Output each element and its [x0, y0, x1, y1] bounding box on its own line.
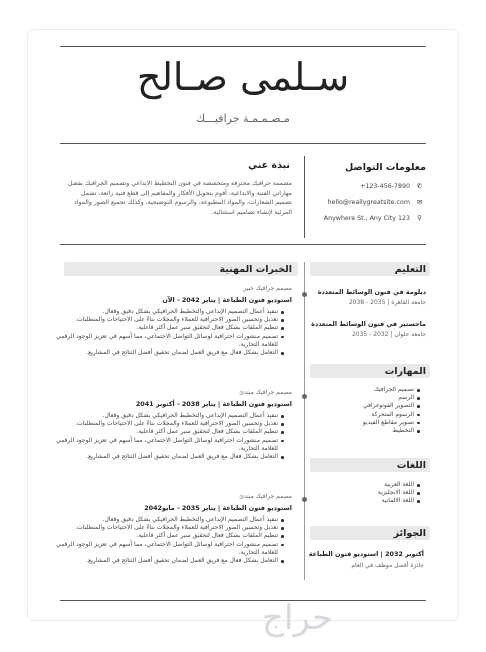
- location-pin-icon: ⚲: [417, 214, 422, 222]
- language-item: اللغة الانجليزية: [310, 489, 420, 497]
- job-bullet: التعامل بشكل فعال مع فريق العمل لضمان تحقيق أفضل النتائج في المشاريع.: [56, 453, 284, 461]
- contact-email-text: hello@reallygreatsite.com: [327, 199, 410, 206]
- resume-role: مـصـمـمـة جرافيـــك: [196, 112, 290, 125]
- header-divider: [60, 143, 426, 144]
- education-degree-2: ماجستير في فنون الوسائط المتعددة: [311, 320, 426, 328]
- education-detail-1: جامعة القاهرة | 2035 - 2038: [348, 299, 426, 306]
- contact-phone-text: 123-456-7890+: [360, 183, 410, 190]
- mid-divider: [60, 244, 426, 245]
- timeline-dot: [302, 292, 307, 297]
- job-bullet: تصميم منشورات احترافية لوسائل التواصل الاجتماعي، مما أسهم في تعزيز الوجود الرقمي للعلامة التجارية.: [56, 437, 284, 453]
- skill-item: تصميم الجرافيك: [310, 386, 420, 394]
- languages-title: اللغات: [396, 460, 426, 471]
- timeline-line: [304, 262, 305, 580]
- skill-item: تصوير مقاطع الفيديو: [310, 419, 420, 427]
- job-bullet: تنفيذ أعمال التصميم الإبداعي والتخطيط الجرافيكي بشكل دقيق وفعال.: [56, 516, 284, 524]
- award-detail: جائزة أفضل موظف في العام: [351, 562, 424, 569]
- experience-title: الخبرات المهنية: [219, 264, 292, 275]
- job-bullet: تعديل وتحسين الصور الاحترافية للعملاء والمجلات بناءً على الاحتياجات والمتطلبات.: [56, 420, 284, 428]
- skills-list: [310, 386, 428, 435]
- job-line-1: استوديو فنون الطباعة | يناير 2042 - الآن: [162, 296, 292, 304]
- language-item: اللغة العربية: [310, 481, 420, 489]
- job-bullet: تعديل وتحسين الصور الاحترافية للعملاء والمجلات بناءً على الاحتياجات والمتطلبات.: [56, 316, 284, 324]
- timeline-dot: [302, 497, 307, 502]
- skills-title: المهارات: [384, 366, 426, 377]
- languages-list: [310, 481, 428, 506]
- education-title: التعليم: [394, 264, 426, 275]
- awards-title: الجوائز: [393, 528, 426, 539]
- skill-item: الرسم: [310, 394, 420, 402]
- language-item: اللغة الالمانية: [310, 497, 420, 505]
- education-detail-2: جامعة حلوان | 2032 - 2035: [351, 331, 426, 338]
- resume-name: سـلمى صـالح: [136, 55, 350, 99]
- job-bullet: تنفيذ أعمال التصميم الإبداعي والتخطيط الجرافيكي بشكل دقيق وفعال.: [56, 412, 284, 420]
- job-line-2: استوديو فنون الطباعة | يناير 2038 - أكتوبر 2041: [135, 400, 292, 408]
- phone-icon: ✆: [416, 182, 423, 190]
- job-bullet: التعامل بشكل فعال مع فريق العمل لضمان تحقيق أفضل النتائج في المشاريع.: [56, 349, 284, 357]
- job-bullet: تصميم منشورات احترافية لوسائل التواصل الاجتماعي، مما أسهم في تعزيز الوجود الرقمي للعلامة التجارية.: [56, 541, 284, 557]
- contact-address: [284, 214, 424, 222]
- job-bullet: تنظيم الملفات بشكل فعال لتحقيق سير عمل أكثر فاعلية.: [56, 532, 284, 540]
- contact-phone: [284, 182, 424, 190]
- watermark-logo: حراج: [262, 598, 334, 638]
- job-line-3: استوديو فنون الطباعة | يناير 2035 - مايو2042: [144, 504, 292, 512]
- job-bullet: تعديل وتحسين الصور الاحترافية للعملاء والمجلات بناءً على الاحتياجات والمتطلبات.: [56, 524, 284, 532]
- skill-item: التصوير الفوتوغرافي: [310, 402, 420, 410]
- award-line: أكتوبر 2032 | استوديو فنون الطباعة: [308, 550, 424, 558]
- job-bullet: التعامل بشكل فعال مع فريق العمل لضمان تحقيق أفضل النتائج في المشاريع.: [56, 557, 284, 565]
- job-bullet: تصميم منشورات احترافية لوسائل التواصل الاجتماعي، مما أسهم في تعزيز الوجود الرقمي للعلامة التجارية.: [56, 333, 284, 349]
- job-bullets-2: [56, 412, 292, 461]
- job-bullet: تنفيذ أعمال التصميم الإبداعي والتخطيط الجرافيكي بشكل دقيق وفعال.: [56, 308, 284, 316]
- job-bullets-1: [56, 308, 292, 357]
- job-bullet: تنظيم الملفات بشكل فعال لتحقيق سير عمل أكثر فاعلية.: [56, 428, 284, 436]
- email-icon: ✉: [416, 198, 423, 206]
- header-column-divider: [304, 156, 305, 238]
- skill-item: الرسوم المتحركة: [310, 411, 420, 419]
- profile-title: نبذة عني: [248, 160, 290, 171]
- job-role-2: مصمم جرافيك مبتدئ: [239, 389, 292, 396]
- contact-address-text: Anywhere St., Any City 123: [323, 215, 410, 222]
- contact-title: معلومات التواصل: [345, 162, 426, 173]
- job-bullet: تنظيم الملفات بشكل فعال لتحقيق سير عمل أكثر فاعلية.: [56, 324, 284, 332]
- profile-text: مصممة جرافيك محترفة ومتخصصة في فنون التخطيط الابداعي وتصميم الجرافيك بفضل مهاراتي الفنية والابداعية، أقوم بتحويل الأفكار والمفاهيم إلى قطع فنية رائعة، تشمل تصميم الشعارات، والمواد المطبوعة، والرسوم التوضيحية، وكذلك تجميع الصور والمواد المرئية لإنشاء تصاميم استثنائية.: [68, 180, 292, 216]
- contact-email: [284, 198, 424, 206]
- education-degree-1: دبلومة في فنون الوسائط المتعددة: [317, 288, 426, 296]
- top-divider: [60, 46, 426, 47]
- job-role-3: مصمم جرافيك مبتدئ: [239, 493, 292, 500]
- job-bullets-3: [56, 516, 292, 565]
- skill-item: التخطيط: [310, 427, 420, 435]
- timeline-dot: [302, 394, 307, 399]
- job-role-1: مصمم جرافيك خبير: [243, 285, 292, 292]
